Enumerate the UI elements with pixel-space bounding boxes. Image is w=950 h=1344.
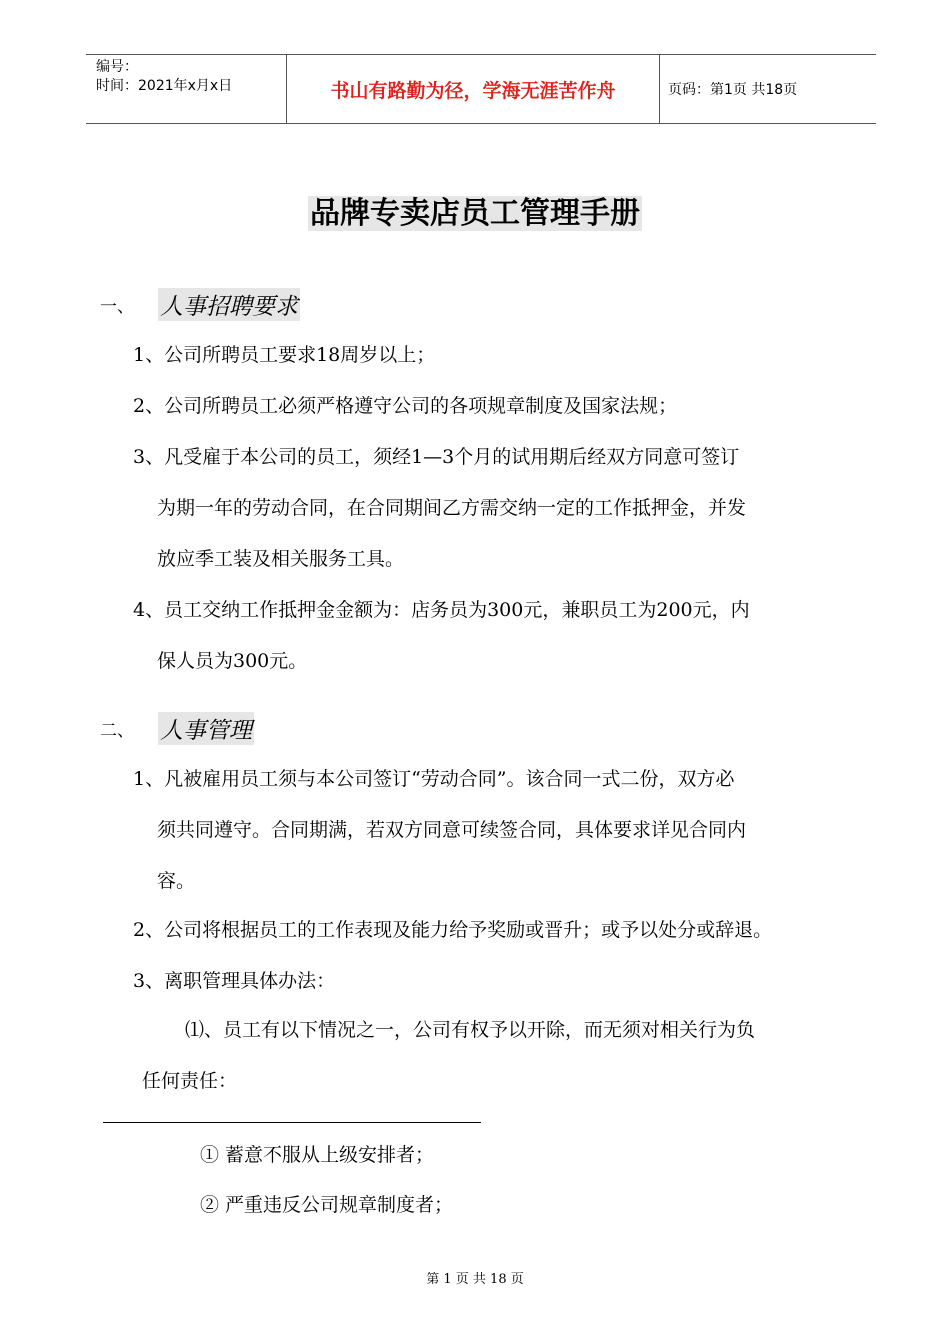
paragraph: 3、凡受雇于本公司的员工，须经1—3个月的试用期后经双方同意可签订 [133,446,740,468]
section-heading-1 [100,288,300,321]
section-number: 二、 [100,721,134,741]
section-heading-2 [100,712,254,745]
paragraph-continuation: 容。 [157,870,196,892]
header-number: 编号： [96,59,138,75]
page-header [86,54,876,124]
paragraph-continuation: 为期一年的劳动合同，在合同期间乙方需交纳一定的工作抵押金，并发 [157,497,747,519]
section-title: 人事招聘要求 [158,288,300,321]
section-title: 人事管理 [158,712,254,745]
divider-line [103,1122,481,1123]
document-title: 品牌专卖店员工管理手册 [310,196,640,231]
paragraph: 1、公司所聘员工要求18周岁以上； [133,344,436,366]
list-item: ① 蓄意不服从上级安排者； [200,1144,435,1166]
paragraph: 4、员工交纳工作抵押金金额为：店务员为300元，兼职员工为200元，内 [133,599,750,621]
paragraph-continuation: 保人员为300元。 [157,650,308,672]
paragraph: 3、离职管理具体办法： [133,970,336,992]
page-footer: 第 1 页 共 18 页 [426,1272,524,1287]
paragraph: 2、公司所聘员工必须严格遵守公司的各项规章制度及国家法规； [133,395,678,417]
list-item: ② 严重违反公司规章制度者； [200,1194,454,1216]
sub-paragraph-continuation: 任何责任： [142,1070,238,1092]
paragraph-continuation: 放应季工装及相关服务工具。 [157,548,405,570]
paragraph-continuation: 须共同遵守。合同期满，若双方同意可续签合同，具体要求详见合同内 [157,819,747,841]
header-meta [86,55,286,123]
section-number: 一、 [100,297,134,317]
header-page-info: 页码：第1页 共18页 [668,82,798,98]
sub-paragraph: ⑴、员工有以下情况之一，公司有权予以开除，而无须对相关行为负 [185,1019,756,1041]
paragraph: 2、公司将根据员工的工作表现及能力给予奖励或晋升；或予以处分或辞退。 [133,919,773,941]
header-time: 时间：2021年x月x日 [96,78,233,94]
document-title-wrap [0,188,950,232]
paragraph: 1、凡被雇用员工须与本公司签订“劳动合同”。该合同一式二份，双方必 [133,768,735,790]
header-motto: 书山有路勤为径，学海无涯苦作舟 [286,55,660,123]
